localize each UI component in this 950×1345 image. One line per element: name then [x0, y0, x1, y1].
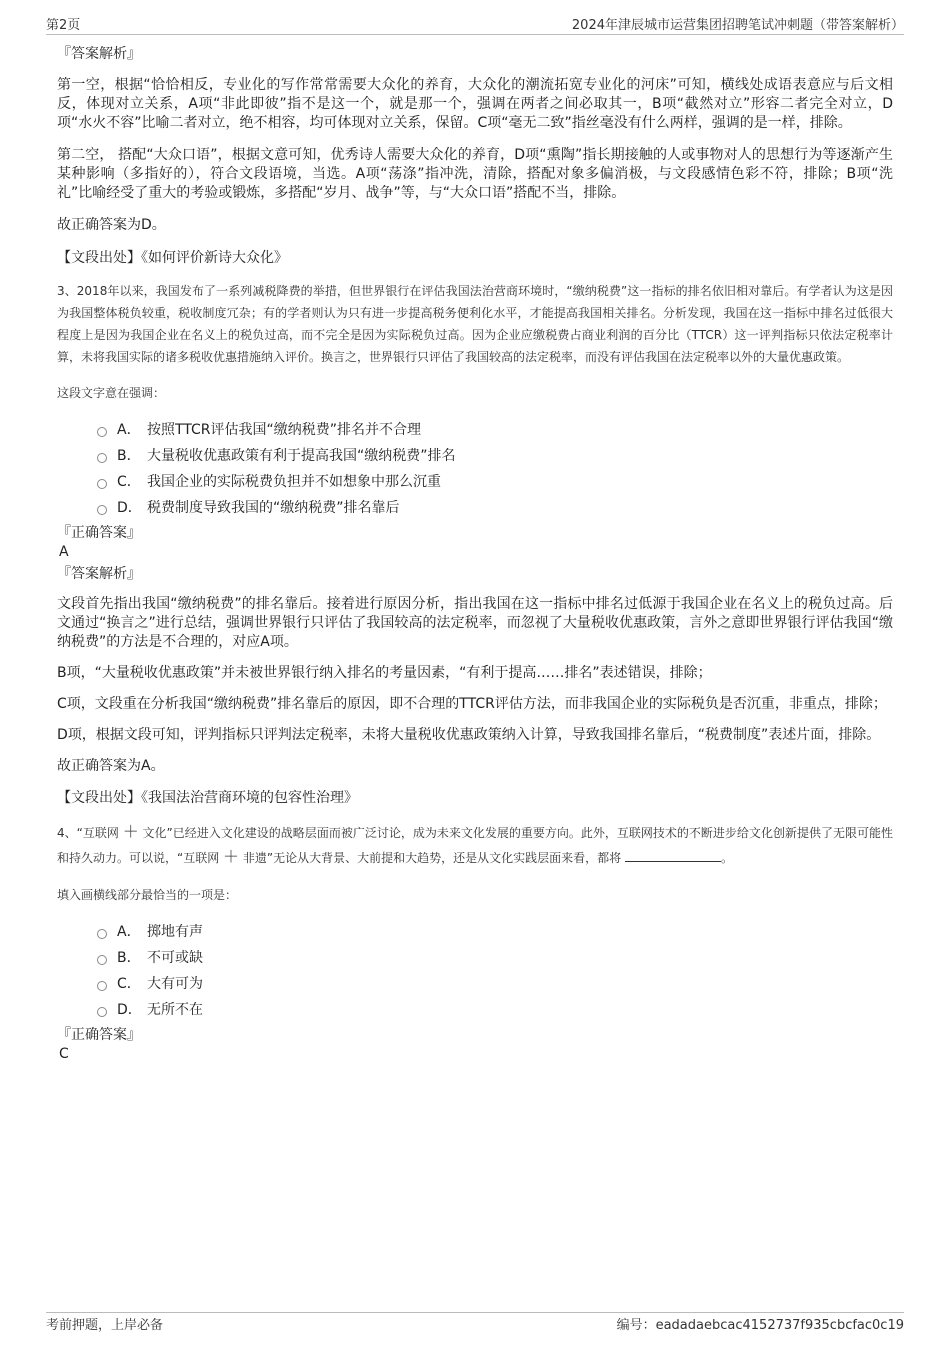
q3-analysis-label: 『答案解析』 [57, 566, 141, 582]
q4-options [57, 919, 893, 1023]
q4-option-d[interactable]: D． 无所不在 [97, 997, 893, 1023]
page-number: 第2页 [46, 18, 81, 33]
q3-text: 3、2018年以来，我国发布了一系列减税降费的举措，但世界银行在评估我国法治营商环境时，“缴纳税费”这一指标的排名依旧相对靠后。有学者认为这是因为我国整体税负较重，税收制度冗杂；有的学者则认为只有进一步提高税务便利化水平，才能提高我国相关排名。分析发现，我国在这一指标中排名过低很大程度上是因为我国企业在名义上的税负过高，而不完全是因为实际税负过高。因为企业应缴税费占商业利润的百分比（TTCR）这一评判指标只依法定税率计算，未将我国实际的诸多税收优惠措施纳入评价。换言之，世界银行只评估了我国较高的法定税率，而没有评估我国在法定税率以外的大量优惠政策。 [57, 284, 893, 364]
q3-prompt: 这段文字意在强调： [57, 386, 166, 400]
radio-icon[interactable] [97, 955, 107, 965]
radio-icon[interactable] [97, 505, 107, 515]
radio-icon[interactable] [97, 929, 107, 939]
document-title: 2024年津辰城市运营集团招聘笔试冲刺题（带答案解析） [571, 18, 904, 33]
q3-analysis-p2: B项，“大量税收优惠政策”并未被世界银行纳入排名的考量因素，“有利于提高……排名”表述错误，排除； [57, 665, 712, 681]
radio-icon[interactable] [97, 981, 107, 991]
q3-option-a[interactable]: A． 按照TTCR评估我国“缴纳税费”排名并不合理 [97, 417, 893, 443]
q4-answer-label: 『正确答案』 [57, 1027, 141, 1043]
q3-analysis-p4: D项，根据文段可知，评判指标只评判法定税率，未将大量税收优惠政策纳入计算，导致我国排名靠后，“税费制度”表述片面，排除。 [57, 727, 881, 743]
radio-icon[interactable] [97, 479, 107, 489]
page-header [46, 14, 904, 35]
q3-option-d[interactable]: D． 税费制度导致我国的“缴纳税费”排名靠后 [97, 495, 893, 521]
footer-slogan: 考前押题，上岸必备 [46, 1318, 164, 1333]
document-id: 编号：eadadaebcac4152737f935cbcfac0c19 [616, 1318, 904, 1333]
page-content [57, 44, 893, 1063]
q3-options [57, 417, 893, 521]
q3-answer: A [59, 544, 69, 560]
plus-sign: ＋ [223, 847, 240, 866]
q3-option-b[interactable]: B． 大量税收优惠政策有利于提高我国“缴纳税费”排名 [97, 443, 893, 469]
q4-text: 4、“互联网 ＋ 文化”已经进入文化建设的战略层面而被广泛讨论，成为未来文化发展的重要方向。此外，互联网技术的不断进步给文化创新提供了无限可能性和持久动力。可以说，“互联网 ＋ 非遗”无论从大背景、大前提和大趋势，还是从文化实践层面来看，都将 。 [57, 822, 893, 866]
q4-option-c[interactable]: C． 大有可为 [97, 971, 893, 997]
radio-icon[interactable] [97, 427, 107, 437]
q2-analysis-p2: 第二空， 搭配“大众口语”，根据文意可知，优秀诗人需要大众化的养育，D项“熏陶”指长期接触的人或事物对人的思想行为等逐渐产生某种影响（多指好的），符合文段语境，当选。A项“荡涤”指冲洗，清除，搭配对象多偏消极，与文段感情色彩不符，排除；B项“洗礼”比喻经受了重大的考验或锻炼，多搭配“岁月、战争”等，与“大众口语”搭配不当，排除。 [57, 147, 893, 201]
q4-prompt: 填入画横线部分最恰当的一项是： [57, 888, 238, 902]
radio-icon[interactable] [97, 1007, 107, 1017]
q4-answer: C [59, 1046, 69, 1062]
radio-icon[interactable] [97, 453, 107, 463]
plus-sign: ＋ [122, 822, 139, 841]
q3-analysis-p1: 文段首先指出我国“缴纳税费”的排名靠后。接着进行原因分析，指出我国在这一指标中排名过低源于我国企业在名义上的税负过高。后文通过“换言之”进行总结，强调世界银行只评估了我国较高的法定税率，而忽视了大量税收优惠政策，言外之意即世界银行评估我国“缴纳税费”的方法是不合理的，对应A项。 [57, 596, 893, 650]
q4-option-a[interactable]: A． 掷地有声 [97, 919, 893, 945]
q2-conclusion: 故正确答案为D。 [57, 217, 166, 233]
q2-analysis-p1: 第一空，根据“恰恰相反，专业化的写作常常需要大众化的养育，大众化的潮流拓宽专业化的河床”可知，横线处成语表意应与后文相反，体现对立关系，A项“非此即彼”指不是这一个，就是那一个，强调在两者之间必取其一，B项“截然对立”形容二者完全对立，D项“水火不容”比喻二者对立，绝不相容，均可体现对立关系，保留。C项“毫无二致”指丝毫没有什么两样，强调的是一样，排除。 [57, 77, 893, 131]
q4-option-b[interactable]: B． 不可或缺 [97, 945, 893, 971]
page-footer [46, 1312, 904, 1333]
q3-source: 【文段出处】《我国法治营商环境的包容性治理》 [57, 790, 358, 806]
fill-in-blank [625, 849, 721, 862]
q3-conclusion: 故正确答案为A。 [57, 758, 165, 774]
q2-source: 【文段出处】《如何评价新诗大众化》 [57, 250, 288, 266]
q3-answer-label: 『正确答案』 [57, 525, 141, 541]
q2-analysis-label: 『答案解析』 [57, 46, 141, 62]
q3-option-c[interactable]: C． 我国企业的实际税费负担并不如想象中那么沉重 [97, 469, 893, 495]
q3-analysis-p3: C项，文段重在分析我国“缴纳税费”排名靠后的原因，即不合理的TTCR评估方法，而非我国企业的实际税负是否沉重，非重点，排除； [57, 696, 887, 712]
